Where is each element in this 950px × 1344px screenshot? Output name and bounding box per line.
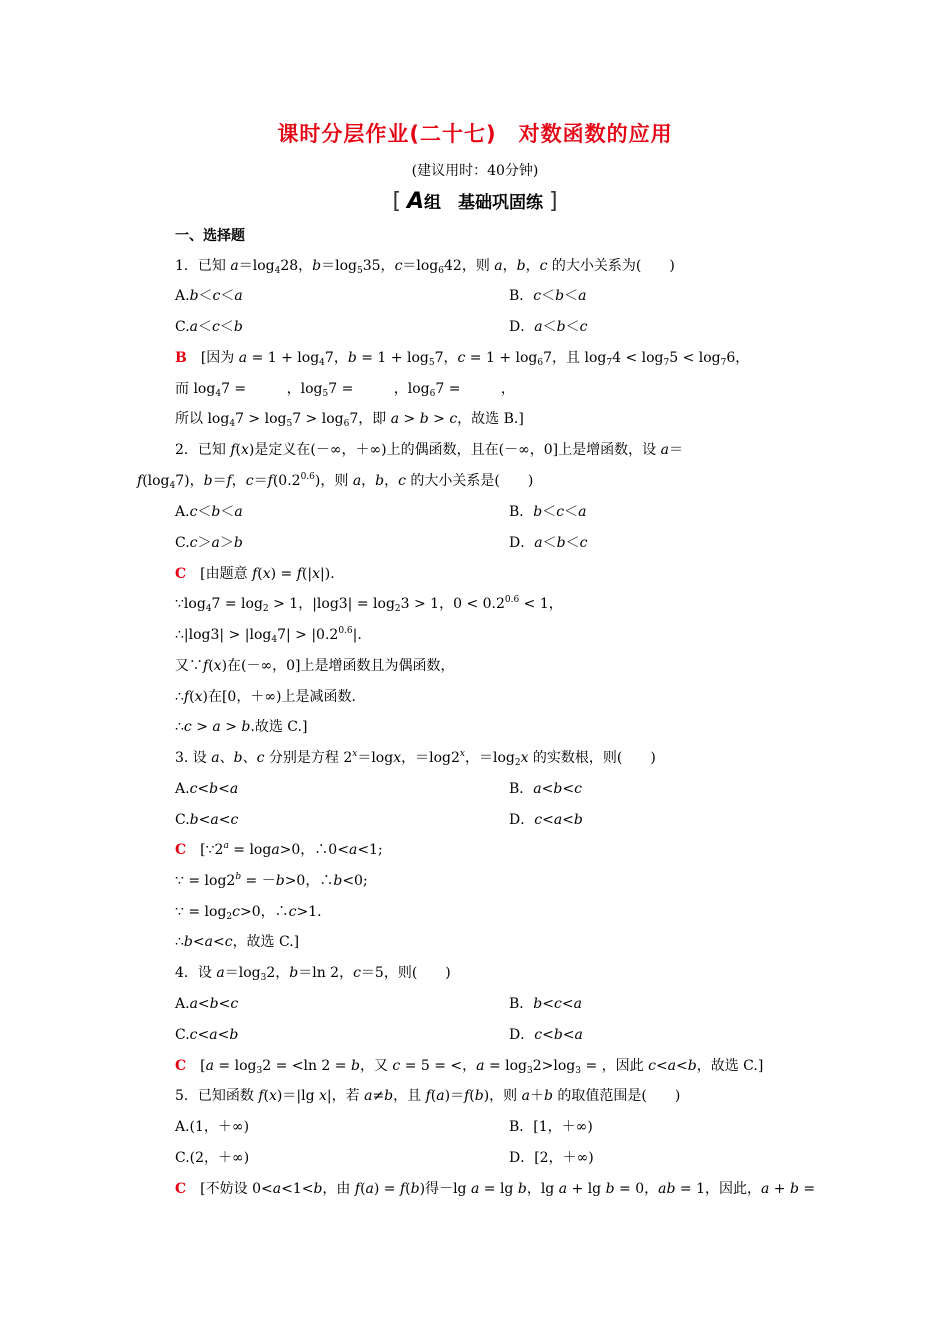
q4-answer: C: [175, 1058, 187, 1074]
q4-solution-line-1: C [$a = \log_32 = <\ln$ 2 = b，又 c = 5 = <，$a = \log_32>\log_3$ = ，因此 c<a<b，故选 C.]: [175, 1058, 764, 1076]
page-subtitle: [0, 160, 950, 180]
q2-option-a: A.c＜b＜a: [175, 504, 243, 520]
q2-option-b: B．b＜c＜a: [509, 504, 587, 520]
q3-option-b: B．a<b<c: [509, 781, 582, 797]
q5-stem: 5．已知函数 f(x)＝|lg x|，若 a≠b，且 f(a)＝f(b)，则 a＋b 的取值范围是( ): [175, 1088, 681, 1104]
q2-option-d: D．a＜b＜c: [509, 535, 588, 551]
q4-option-b: B．b<c<a: [509, 996, 582, 1012]
q1-solution-line-3: 所以 $\log_47 > \log_57 > \log_67$，即 a > b > c，故选 B.]: [175, 411, 524, 429]
q3-solution-line-4: ∴b<a<c，故选 C.]: [175, 934, 300, 950]
q3-option-d: D．c<a<b: [509, 812, 583, 828]
q5-answer: C: [175, 1181, 187, 1197]
title-text: 课时分层作业(二十七) 对数函数的应用: [277, 122, 673, 146]
q3-answer: C: [175, 842, 187, 858]
q4-option-c: C.c<a<b: [175, 1027, 239, 1043]
q3-solution-line-3: ∵ = $\log_2c>0$，∴c>1.: [175, 904, 322, 922]
q5-option-c: C.(2，＋∞): [175, 1150, 250, 1166]
q1-option-d: D．a＜b＜c: [509, 319, 588, 335]
q2-solution-line-4: 又∵f(x)在(－∞，0]上是增函数且为偶函数，: [175, 658, 455, 674]
q3-solution-line-1: C [$\because 2^a = \log a>0$，∴0<a<1;: [175, 841, 383, 858]
q3-option-c: C.b<a<c: [175, 812, 239, 828]
q3-option-a: A.c<b<a: [175, 781, 239, 797]
group-letter: A: [406, 189, 425, 214]
left-bracket-icon: [: [392, 189, 402, 214]
q4-option-a: A.a<b<c: [175, 996, 239, 1012]
q3-stem: 3. 设 a、b、c 分别是方程 $2^x=\log x$，$=\log 2^x$，$=\log_2x$ 的实数根，则( ): [175, 749, 656, 768]
q3-solution-line-2: ∵ = $\log 2^b = -b>0$，∴b<0;: [175, 872, 368, 889]
q2-stem-line-2: $f(\log_47)$，b＝f，$c=f(0.2^{0.6})$，则 a，b，c 的大小关系是( ): [137, 472, 534, 491]
section-heading: 一、选择题: [175, 228, 245, 244]
q2-solution-line-6: ∴c > a > b.故选 C.]: [175, 719, 308, 735]
q2-option-c: C.c＞a＞b: [175, 535, 243, 551]
q5-solution-line-1: C [不妨设 0<a<1<b，由 f(a) = f(b)得－lg a = lg b，lg a + lg b = 0，ab = 1，因此，a + b =: [175, 1181, 816, 1197]
q1-option-b: B．c＜b＜a: [509, 288, 587, 304]
q2-answer: C: [175, 566, 187, 582]
q2-solution-line-1: C [由题意 f(x) = f(|x|).: [175, 566, 335, 582]
q1-solution-line-1: B [因为 $a = 1 + \log_47$，$b = 1 + \log_57$，$c = 1 + \log_67$，且 $\log_74 < \log_75 < \log_76$，: [175, 350, 750, 368]
q1-option-c: C.a＜c＜b: [175, 319, 243, 335]
group-label: 组 基础巩固练: [424, 193, 544, 213]
q4-option-d: D．c<b<a: [509, 1027, 583, 1043]
q5-option-b: B．[1，＋∞): [509, 1119, 593, 1135]
page-title: [0, 118, 950, 148]
q2-solution-line-3: ∴|log3| > $|\log_47| > |0.2^{0.6}|$.: [175, 626, 362, 645]
q2-solution-line-2: $\because\log_47 = \log_2 > 1$，$|\log 3| = \log_23 > 1$，$0 < 0.2^{0.6} < 1$，: [175, 595, 563, 614]
q2-solution-line-5: ∴f(x)在[0，＋∞)上是减函数.: [175, 689, 356, 705]
q5-option-d: D．[2，＋∞): [509, 1150, 594, 1166]
q2-stem-line-1: 2．已知 f(x)是定义在(－∞，＋∞)上的偶函数，且在(－∞，0]上是增函数，设 a＝: [175, 442, 683, 458]
q1-option-a: A.b＜c＜a: [175, 288, 243, 304]
q4-stem: 4．设 $a=\log_32$，b＝ln 2，c＝5，则( ): [175, 965, 451, 983]
q1-stem: 1．已知 $a=\log_428$，$b=\log_535$，$c=\log_642$，则 a，b，c 的大小关系为( ): [175, 258, 675, 276]
subtitle-text: (建议用时：40分钟): [411, 163, 539, 179]
q1-answer: B: [175, 350, 187, 366]
right-bracket-icon: ]: [548, 189, 558, 214]
q1-solution-line-2: 而 $\log_47$ = ，$\log_57$ = ，$\log_67$ = ，: [175, 381, 515, 399]
q5-option-a: A.(1，＋∞): [175, 1119, 250, 1135]
group-heading: [0, 188, 950, 214]
